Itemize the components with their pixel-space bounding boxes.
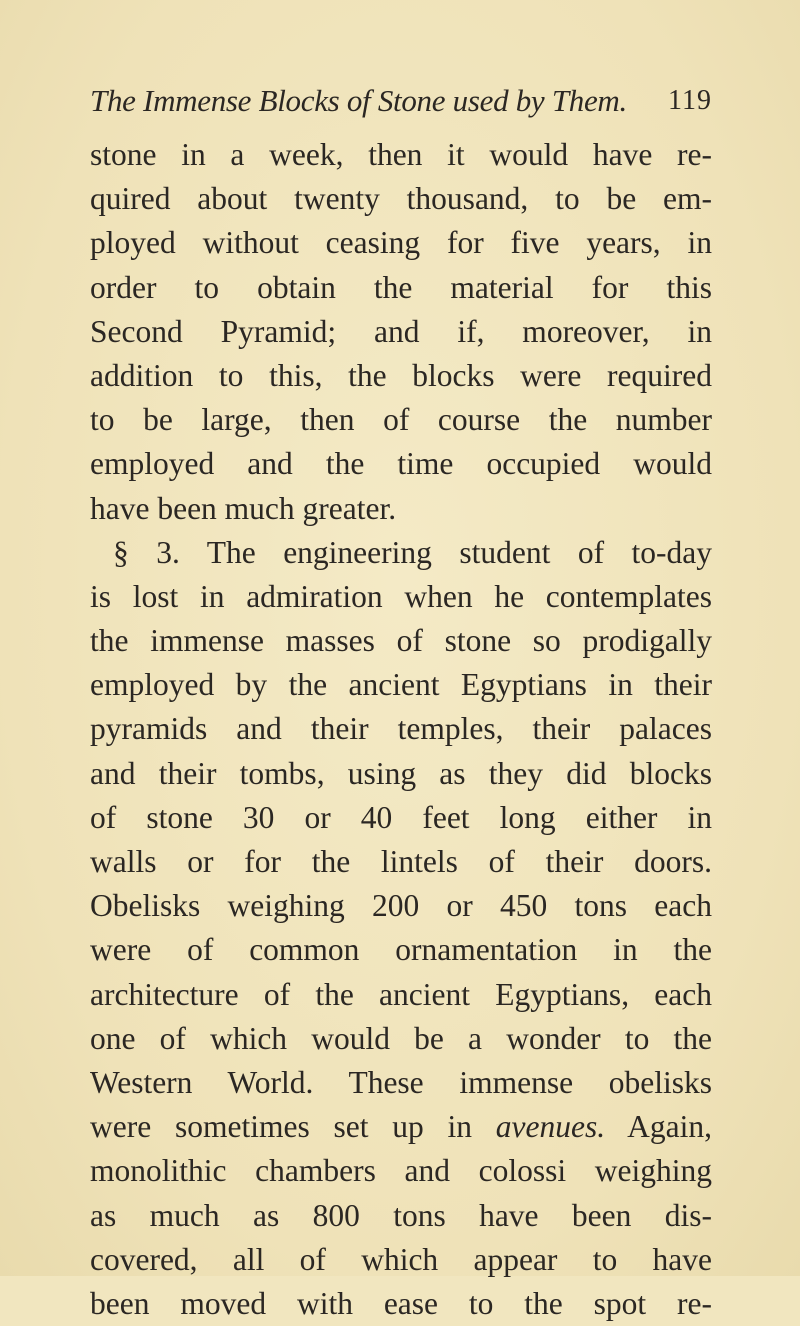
text-line: order to obtain the material for this	[90, 269, 712, 305]
section-start-line: § 3. The engineering student of to-day	[113, 534, 712, 570]
text-line: walls or for the lintels of their doors.	[90, 844, 712, 879]
text-line: employed and the time occupied would	[90, 446, 712, 482]
running-head-title: The Immense Blocks of Stone used by Them.	[90, 83, 627, 118]
text-line: quired about twenty thousand, to be em-	[90, 181, 712, 217]
text-segment: Again,	[627, 1109, 713, 1145]
text-line: is lost in admiration when he contemplates	[90, 578, 712, 614]
text-line-mixed	[90, 1105, 712, 1149]
text-line: Western World. These immense obelisks	[90, 1064, 712, 1100]
page-number: 119	[668, 85, 712, 116]
text-line: the immense masses of stone so prodigally	[90, 623, 712, 659]
text-line: pyramids and their temples, their palaces	[90, 711, 712, 747]
text-line: Obelisks weighing 200 or 450 tons each	[90, 888, 712, 924]
text-line: ployed without ceasing for five years, in	[90, 225, 712, 261]
body-text	[90, 133, 712, 1326]
italic-word: avenues.	[495, 1109, 606, 1145]
text-line: addition to this, the blocks were required	[90, 357, 712, 393]
text-line: were of common ornamentation in the	[90, 932, 712, 968]
text-line: Second Pyramid; and if, moreover, in	[90, 313, 712, 349]
text-line: monolithic chambers and colossi weighing	[90, 1153, 712, 1189]
text-line: one of which would be a wonder to the	[90, 1020, 712, 1056]
text-line: have been much greater.	[90, 490, 397, 526]
text-line: of stone 30 or 40 feet long either in	[90, 799, 712, 835]
running-head	[90, 79, 712, 123]
text-line: and their tombs, using as they did blocks	[90, 755, 712, 791]
text-line: as much as 800 tons have been dis-	[90, 1197, 712, 1233]
text-line: stone in a week, then it would have re-	[90, 137, 712, 172]
text-line: architecture of the ancient Egyptians, each	[90, 976, 712, 1012]
text-line: covered, all of which appear to have	[90, 1241, 712, 1277]
text-segment: were sometimes set up in	[90, 1109, 473, 1145]
text-line: to be large, then of course the number	[90, 402, 712, 438]
text-line: been moved with ease to the spot re-	[90, 1285, 712, 1321]
text-line: employed by the ancient Egyptians in their	[90, 667, 712, 703]
